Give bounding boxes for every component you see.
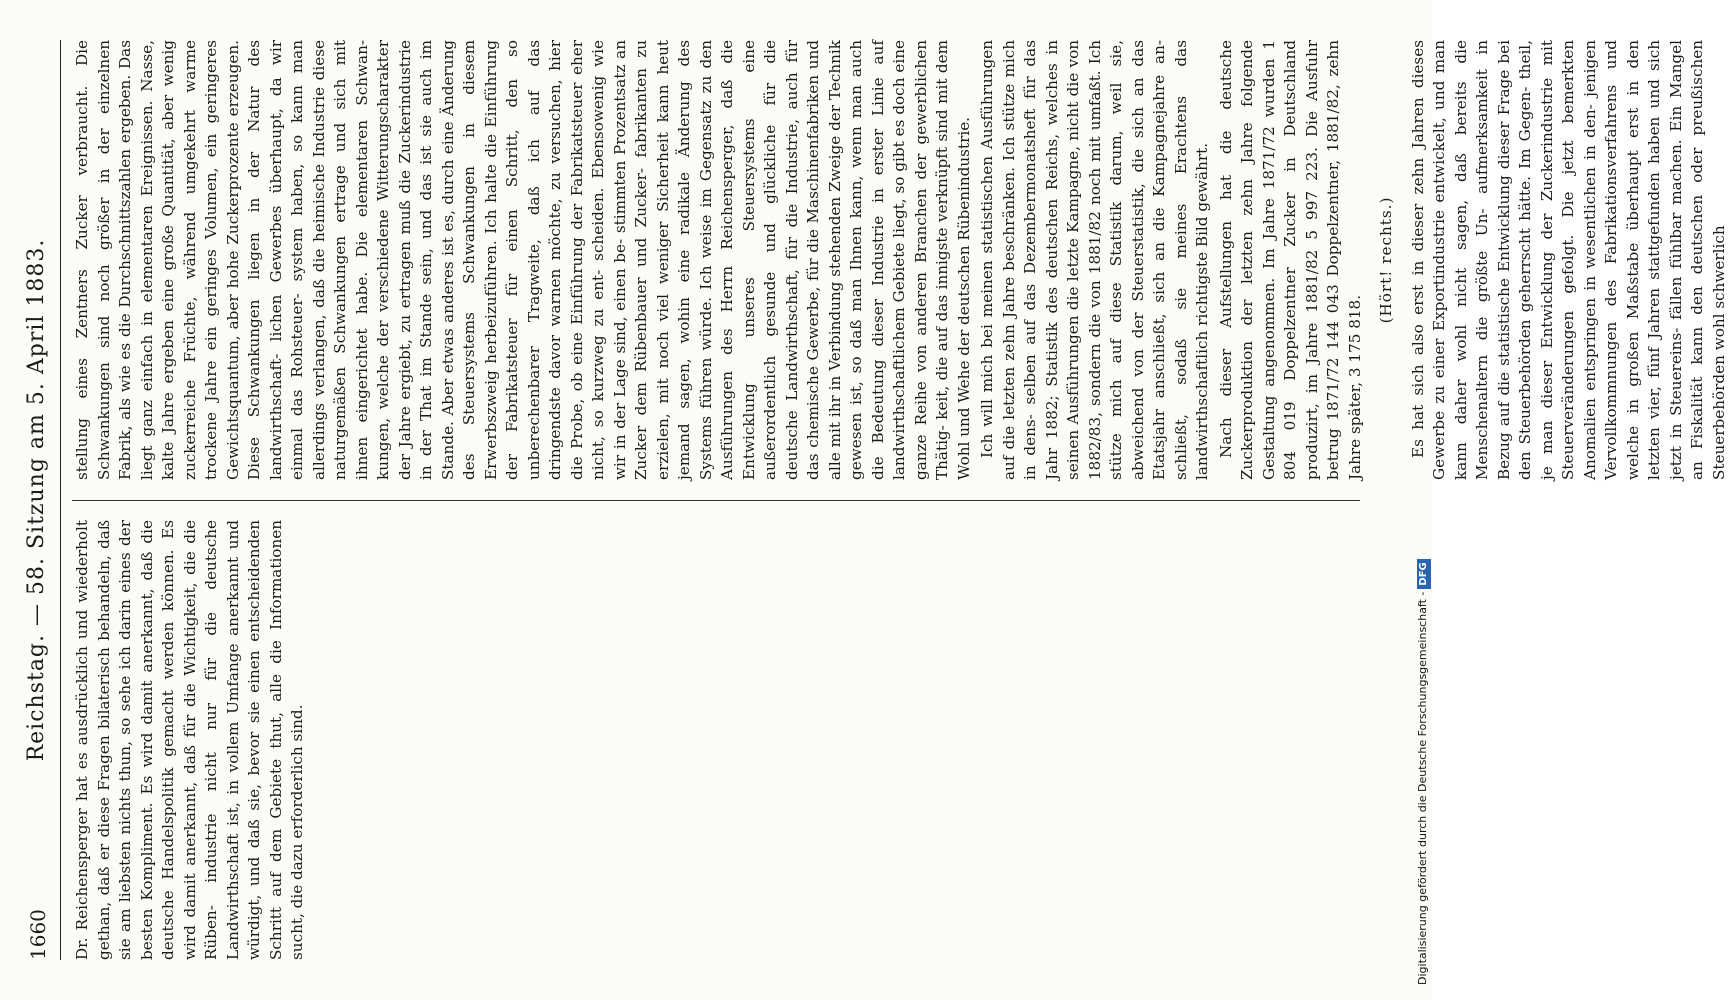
header-rule	[60, 40, 61, 960]
right-paragraph-2: Ich will mich bei meinen statistischen Ausführungen auf die letzten zehn Jahre beschränken. Ich stütze mich in dens- selben auf das Dezembermonatsheft für das Jahr 1882; Statistik des deutschen Reichs, welches in seinen Ausführungen die letzte Kampagne, nicht die von 1882/83, sondern die von 1881/82 noch mit umfaßt. Ich stütze mich auf diese Statistik darum, weil sie, abweichend von der Steuerstatistik, die sich an das Etatsjahr anschließt, sich an die Kampagnejahre an- schließt, sodaß sie meines Erachtens das landwirthschaftlich richtigste Bild gewährt.	[978, 40, 1211, 480]
running-title: Reichstag. — 58. Sitzung am 5. April 1883.	[24, 238, 49, 762]
dfg-logo: DFG	[1417, 559, 1431, 588]
left-paragraph-1: Dr. Reichensperger hat es ausdrücklich und wiederholt gethan, daß er diese Fragen bilaterisch behandeln, daß sie am liebsten nichts thun, so sehe ich darin eines der besten Kompliment. Es wird damit anerkannt, daß die deutsche Handelspolitik gemacht werden können. Es wird damit anerkannt, daß für die Wichtigkeit, die die Rüben- industrie nicht nur für die deutsche Landwirthschaft ist, in vollem Umfange anerkannt und würdigt, und daß sie, bevor sie einen entscheidenden Schritt auf dem Gebiete thut, alle die Informationen sucht, die dazu erforderlich sind.	[73, 520, 306, 960]
right-paragraph-4: Es hat sich also erst in dieser zehn Jahren dieses Gewerbe zu einer Exportindustrie entwickelt, und man kann daher wohl nicht sagen, daß bereits die Menschenaltern die größte Un- aufmerksamkeit in Bezug auf die statistische Entwicklung dieser Frage bei den Steuerbehörden geherrscht hätte. Im Gegen- theil, je man dieser Entwicklung der Zuckerindustrie mit Steuerveränderungen gefolgt. Die jetzt bemerkten Anomalien entspringen in wesentlichen in den- jenigen Vervollkommnungen des Fabrikationsverfahrens und welche in großen Maßstabe überhaupt erst in den letzten vier, fünf Jahren stattgefunden haben und sich jetzt in Steuereins- fällen fühlbar machen. Ein Mangel an Fiskalität kann den deutschen oder preußischen Steuerbehörden wohl schwerlich	[1408, 40, 1728, 480]
column-divider	[72, 500, 1360, 501]
page-header	[18, 40, 58, 960]
digitisation-credit-text: Digitalisierung gefördert durch die Deutsche Forschungsgemeinschaft -	[1416, 591, 1429, 985]
right-paragraph-3: Nach dieser Aufstellungen hat die deutsche Zuckerproduktion der letzten zehn Jahre folgende Gestaltung angenommen. Im Jahre 1871/72 wurden 1 804 019 Doppelzentner Zucker in Deutschland produzirt, im Jahre 1881/82 5 997 223. Die Ausfuhr betrug 1871/72 144 043 Doppelzentner, 1881/82, zehn Jahre später, 3 175 818.	[1216, 40, 1364, 480]
right-paragraph-1: stellung eines Zentners Zucker verbraucht. Die Schwankungen sind noch größer in der einzelnen Fabrik, als wie es die Durchschnittszahlen ergeben. Das liegt ganz einfach in elementaren Ereignissen. Nasse, kalte Jahre ergeben eine große Quantität, aber wenig zuckerreiche Früchte, während umgekehrt warme trockene Jahre ein geringes Volumen, ein geringeres Gewichtsquantum, aber hohe Zuckerprozente erzeugen. Diese Schwankungen liegen in der Natur des landwirthschaft- lichen Gewerbes überhaupt, da wir einmal das Rohsteuer- system haben, so kann man allerdings verlangen, daß die heimische Industrie diese naturgemäßen Schwankungen ertrage und sich mit ihnen eingerichtet habe. Die elementaren Schwan- kungen, welche der verschiedene Witterungscharakter der Jahre ergiebt, zu ertragen muß die Zuckerindustrie in der That im Stande sein, und das ist sie auch im Stande. Aber etwas anderes ist es, durch eine Änderung des Steuersystems Schwankungen in diesem Erwerbszweig herbeizuführen. Ich halte die Einführung der Fabrikatsteuer für einen Schritt, den so unberechenbarer Tragweite, daß ich auf das dringendste davor warnen möchte, zu versuchen, hier die Probe, ob eine Einführung der Fabrikatsteuer eher nicht, so kurzweg zu ent- scheiden. Ebensowenig wie wir in der Lage sind, einen be- stimmten Prozentsatz an Zucker dem Rübenbauer und Zucker- fabrikanten zu erzielen, mit noch viel weniger Sicherheit kann heut jemand sagen, wohin eine radikale Änderung des Systems führen würde. Ich weise im Gegensatz zu den Ausführungen des Herrn Reichensperger, daß die Entwicklung unseres Steuersystems eine außerordentlich gesunde und glückliche für die deutsche Landwirthschaft, für die Industrie, auch für das chemische Gewerbe, für die Maschinenfabriken und alle mit ihr in Verbindung stehenden Zweige der Technik gewesen ist, so daß man Ihnen kann, wenn man auch die Bedeutung dieser Industrie in erster Linie auf landwirthschaftlichem Gebiete liegt, so gibt es doch eine ganze Reihe von anderen Branchen der gewerblichen Thätig- keit, die auf das innigste verknüpft sind mit dem Wohl und Wehe der deutschen Rübenindustrie.	[73, 40, 973, 480]
digitisation-credit-strip	[1413, 0, 1432, 1000]
left-column	[72, 520, 1360, 960]
right-column	[72, 40, 1728, 480]
digitisation-credit	[1413, 0, 1432, 985]
interjection: (Hört! rechts.)	[1377, 196, 1395, 324]
page-number: 1660	[26, 909, 50, 960]
